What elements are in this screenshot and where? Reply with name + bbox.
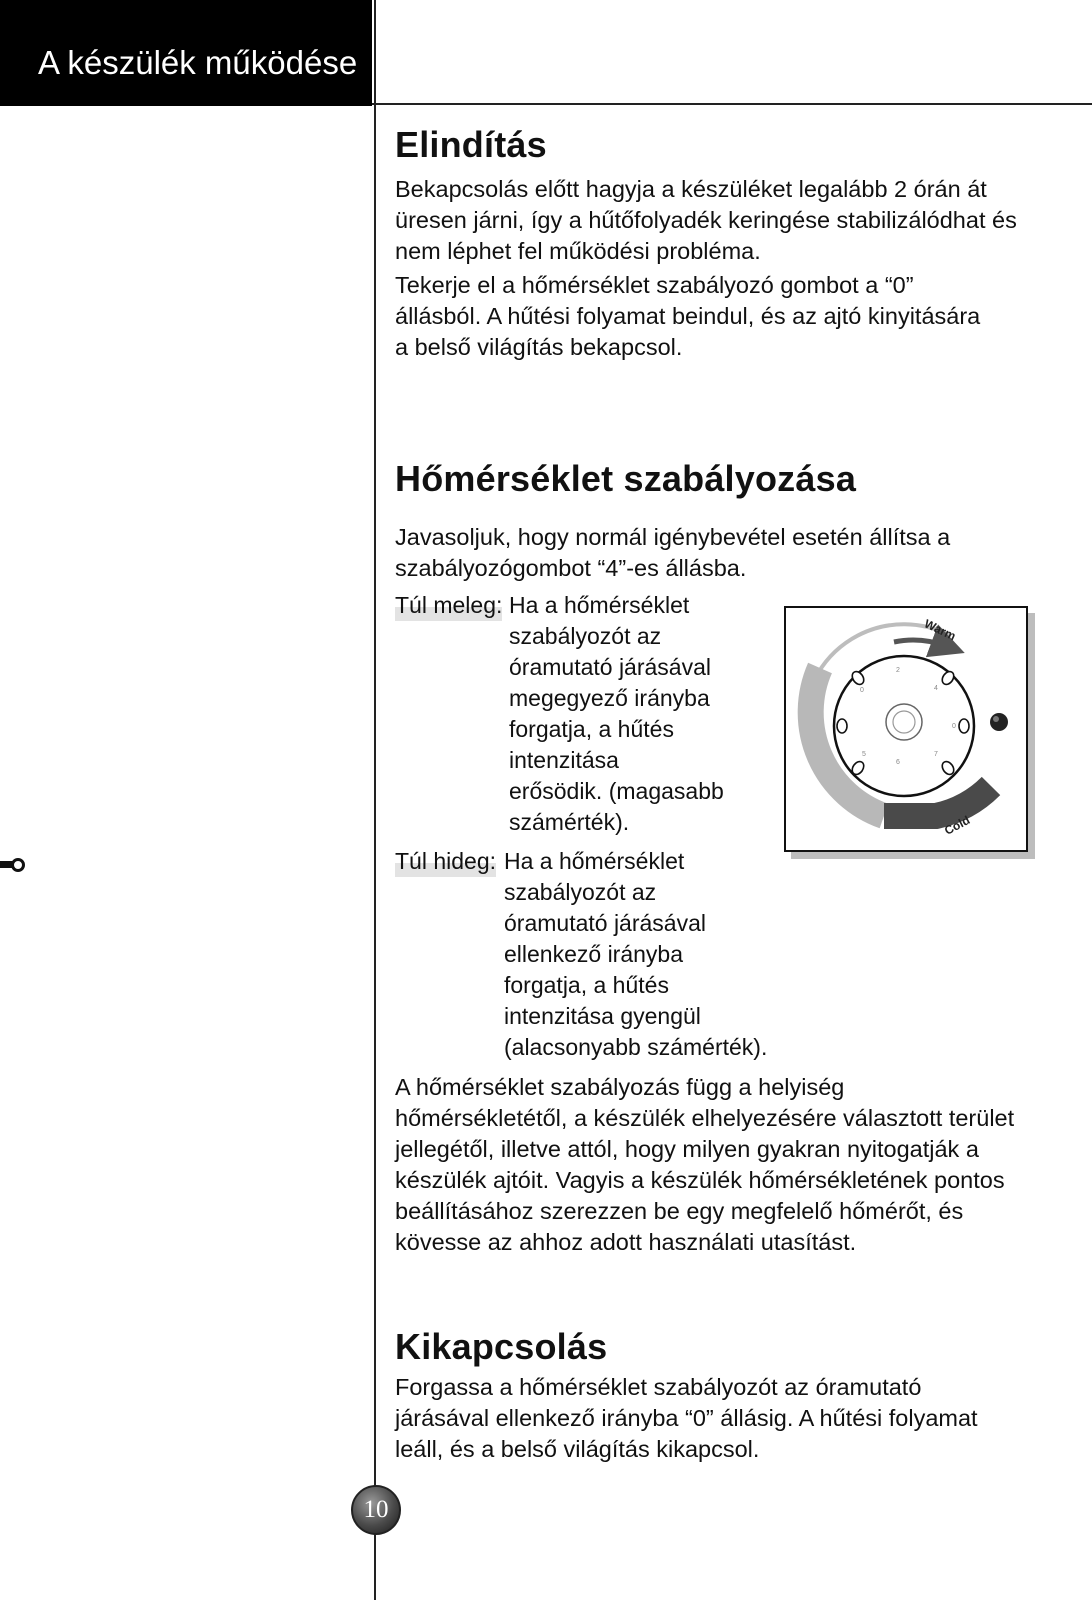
start-paragraph-2: Tekerje el a hőmérséklet szabályozó gombot a “0” állásból. A hűtési folyamat beindul, és az ajtó kinyitására a belső világítás bekapcsol. [395, 272, 981, 360]
thermostat-dial-icon [786, 608, 1026, 850]
header-rule [372, 103, 1092, 105]
too-cold-line: óramutató járásával [504, 910, 706, 936]
dial-number: 4 [934, 685, 938, 692]
section-title-start: Elindítás [395, 124, 547, 165]
section-title-off: Kikapcsolás [395, 1326, 608, 1367]
dial-number: 0 [860, 687, 864, 694]
chapter-header [0, 0, 372, 106]
section-temp [395, 458, 1035, 500]
chapter-title: A készülék működése [38, 44, 358, 81]
too-cold-line: forgatja, a hűtés [504, 972, 669, 998]
temp-intro-wrap [395, 522, 1015, 584]
temp-intro: Javasoljuk, hogy normál igénybevétel esetén állítsa a szabályozógombot “4”-es állásba. [395, 524, 951, 581]
dial-number: 5 [862, 751, 866, 758]
too-cold-line: ellenkező irányba [504, 941, 684, 967]
too-warm-line: számérték). [509, 809, 630, 835]
page-number: 10 [351, 1485, 401, 1535]
too-warm-line: forgatja, a hűtés [509, 716, 674, 742]
too-cold-line: Ha a hőmérséklet [504, 848, 685, 874]
cold-label: Cold [942, 812, 973, 838]
thermostat-dial-illustration [784, 606, 1028, 852]
margin-rule [374, 0, 376, 1600]
dial-number: 6 [896, 759, 900, 766]
start-paragraph-2-wrap [395, 270, 995, 363]
dial-number: 0 [952, 723, 956, 730]
section-title-temp: Hőmérséklet szabályozása [395, 458, 857, 499]
too-cold-label: Túl hideg: [395, 846, 496, 877]
start-paragraph-1-wrap [395, 174, 1025, 267]
too-warm-line: óramutató járásával [509, 654, 711, 680]
too-cold-line: szabályozót az [504, 879, 657, 905]
too-warm-line: megegyező irányba [509, 685, 710, 711]
too-cold-line: (alacsonyabb számérték). [504, 1034, 768, 1060]
too-warm-line: erősödik. (magasabb [509, 778, 724, 804]
section-off [395, 1326, 1035, 1368]
too-warm-line: intenzitása [509, 747, 619, 773]
too-warm-label: Túl meleg: [395, 590, 502, 621]
too-cold-line: intenzitása gyengül [504, 1003, 701, 1029]
too-cold-text [504, 846, 767, 1063]
too-warm-line: Ha a hőmérséklet [509, 592, 690, 618]
dial-number: 2 [896, 667, 900, 674]
key-icon [0, 856, 26, 874]
warm-label: Warm [922, 616, 958, 644]
off-paragraph: Forgassa a hőmérséklet szabályozót az óramutató járásával ellenkező irányba “0” állásig. A hűtési folyamat leáll, és a belső világítás kikapcsol. [395, 1374, 978, 1462]
section-start [395, 124, 1035, 166]
too-warm-line: szabályozót az [509, 623, 662, 649]
off-paragraph-wrap [395, 1372, 1005, 1465]
too-warm-text [509, 590, 724, 838]
start-paragraph-1: Bekapcsolás előtt hagyja a készüléket legalább 2 órán át üresen járni, így a hűtőfolyadék keringése stabilizálódhat és nem léphet fel működési probléma. [395, 176, 1017, 264]
temp-body: A hőmérséklet szabályozás függ a helyiség hőmérsékletétől, a készülék elhelyezésére választott terület jellegétől, illetve attól, hogy milyen gyakran nyitogatják a készülék ajtóit. Vagyis a készülék hőmérsékletének pontos beállításához szerezzen be egy megfelelő hőmérőt, és kövesse az ahhoz adott használati utasítást. [395, 1074, 1015, 1255]
dial-number: 7 [934, 751, 938, 758]
temp-body-wrap [395, 1072, 1015, 1258]
